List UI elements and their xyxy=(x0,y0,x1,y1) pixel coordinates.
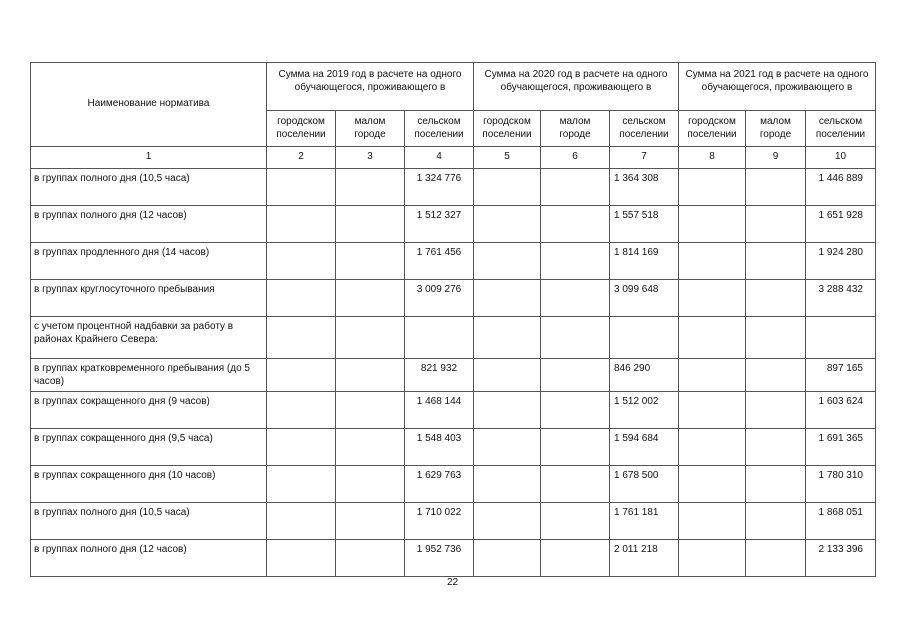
value-cell xyxy=(679,540,746,577)
value-cell xyxy=(336,392,405,429)
header-name-cell: Наименование норматива xyxy=(31,63,267,147)
value-cell xyxy=(336,429,405,466)
header-urban-2021: городском поселении xyxy=(679,111,746,147)
value-cell xyxy=(336,206,405,243)
value-cell xyxy=(474,243,541,280)
value-cell xyxy=(267,317,336,359)
value-cell xyxy=(541,540,610,577)
value-cell-2021-rural: 1 446 889 xyxy=(806,169,876,206)
column-number: 8 xyxy=(679,147,746,169)
norm-name-cell: в группах полного дня (12 часов) xyxy=(31,206,267,243)
page-number: 22 xyxy=(446,577,459,588)
value-cell xyxy=(541,359,610,392)
value-cell xyxy=(474,169,541,206)
value-cell xyxy=(267,540,336,577)
value-cell xyxy=(746,206,806,243)
value-cell xyxy=(679,317,746,359)
value-cell-2020-rural: 846 290 xyxy=(610,359,679,392)
table-row xyxy=(31,429,876,466)
value-cell xyxy=(541,280,610,317)
value-cell-2019-rural: 1 952 736 xyxy=(405,540,474,577)
norm-name-cell: в группах сокращенного дня (9 часов) xyxy=(31,392,267,429)
value-cell xyxy=(679,392,746,429)
value-cell xyxy=(267,392,336,429)
value-cell-2020-rural: 1 678 500 xyxy=(610,466,679,503)
table-row xyxy=(31,392,876,429)
value-cell xyxy=(336,466,405,503)
value-cell xyxy=(541,169,610,206)
value-cell xyxy=(746,466,806,503)
value-cell-2019-rural: 1 468 144 xyxy=(405,392,474,429)
value-cell xyxy=(336,503,405,540)
table-row xyxy=(31,359,876,392)
header-year-2021: Сумма на 2021 год в расчете на одного обучающегося, проживающего в xyxy=(679,63,876,111)
column-number: 10 xyxy=(806,147,876,169)
norm-name-cell: в группах полного дня (10,5 часа) xyxy=(31,169,267,206)
norm-name-cell: в группах сокращенного дня (10 часов) xyxy=(31,466,267,503)
value-cell xyxy=(541,503,610,540)
column-number: 5 xyxy=(474,147,541,169)
value-cell xyxy=(336,280,405,317)
value-cell xyxy=(267,243,336,280)
norm-name-cell: в группах кратковременного пребывания (до 5 часов) xyxy=(31,359,267,392)
header-row-years xyxy=(31,63,876,111)
value-cell xyxy=(679,206,746,243)
value-cell xyxy=(267,169,336,206)
norm-name-cell: в группах продленного дня (14 часов) xyxy=(31,243,267,280)
value-cell-2019-rural xyxy=(405,317,474,359)
table-row xyxy=(31,169,876,206)
value-cell xyxy=(746,243,806,280)
value-cell xyxy=(746,392,806,429)
value-cell-2021-rural: 1 691 365 xyxy=(806,429,876,466)
value-cell xyxy=(746,503,806,540)
norms-table xyxy=(30,62,876,577)
value-cell xyxy=(474,392,541,429)
column-number: 7 xyxy=(610,147,679,169)
value-cell xyxy=(336,359,405,392)
table-row xyxy=(31,317,876,359)
value-cell-2019-rural: 1 629 763 xyxy=(405,466,474,503)
column-number: 6 xyxy=(541,147,610,169)
header-year-2019: Сумма на 2019 год в расчете на одного обучающегося, проживающего в xyxy=(267,63,474,111)
table-row xyxy=(31,540,876,577)
value-cell xyxy=(474,429,541,466)
norm-name-cell: в группах сокращенного дня (9,5 часа) xyxy=(31,429,267,466)
column-numbers-row xyxy=(31,147,876,169)
value-cell xyxy=(474,359,541,392)
column-number: 1 xyxy=(31,147,267,169)
column-number: 3 xyxy=(336,147,405,169)
value-cell xyxy=(474,503,541,540)
header-rural-2020: сельском поселении xyxy=(610,111,679,147)
value-cell xyxy=(679,466,746,503)
value-cell xyxy=(541,466,610,503)
norm-name-cell: в группах полного дня (12 часов) xyxy=(31,540,267,577)
table-row xyxy=(31,280,876,317)
value-cell xyxy=(746,169,806,206)
header-smalltown-2020: малом городе xyxy=(541,111,610,147)
table-row xyxy=(31,503,876,540)
header-smalltown-2019: малом городе xyxy=(336,111,405,147)
value-cell xyxy=(267,359,336,392)
header-year-2020: Сумма на 2020 год в расчете на одного обучающегося, проживающего в xyxy=(474,63,679,111)
header-urban-2019: городском поселении xyxy=(267,111,336,147)
header-rural-2019: сельском поселении xyxy=(405,111,474,147)
norm-name-cell: в группах круглосуточного пребывания xyxy=(31,280,267,317)
value-cell xyxy=(746,280,806,317)
value-cell xyxy=(336,169,405,206)
value-cell xyxy=(474,466,541,503)
value-cell xyxy=(474,206,541,243)
value-cell xyxy=(336,317,405,359)
value-cell xyxy=(474,317,541,359)
norm-name-cell: в группах полного дня (10,5 часа) xyxy=(31,503,267,540)
value-cell-2021-rural: 1 780 310 xyxy=(806,466,876,503)
value-cell xyxy=(679,169,746,206)
value-cell-2021-rural xyxy=(806,317,876,359)
value-cell xyxy=(541,392,610,429)
value-cell xyxy=(746,359,806,392)
header-smalltown-2021: малом городе xyxy=(746,111,806,147)
value-cell xyxy=(541,317,610,359)
value-cell xyxy=(746,540,806,577)
column-number: 2 xyxy=(267,147,336,169)
value-cell-2019-rural: 1 324 776 xyxy=(405,169,474,206)
value-cell-2020-rural: 2 011 218 xyxy=(610,540,679,577)
table-row xyxy=(31,466,876,503)
value-cell-2019-rural: 1 512 327 xyxy=(405,206,474,243)
value-cell xyxy=(336,540,405,577)
value-cell-2020-rural: 1 761 181 xyxy=(610,503,679,540)
value-cell-2020-rural: 1 512 002 xyxy=(610,392,679,429)
value-cell-2020-rural: 1 557 518 xyxy=(610,206,679,243)
value-cell xyxy=(474,540,541,577)
column-number: 4 xyxy=(405,147,474,169)
value-cell-2020-rural: 1 364 308 xyxy=(610,169,679,206)
table-row xyxy=(31,243,876,280)
value-cell xyxy=(541,429,610,466)
value-cell xyxy=(541,243,610,280)
norm-name-cell: с учетом процентной надбавки за работу в районах Крайнего Севера: xyxy=(31,317,267,359)
value-cell-2021-rural: 1 651 928 xyxy=(806,206,876,243)
value-cell xyxy=(336,243,405,280)
value-cell-2020-rural xyxy=(610,317,679,359)
value-cell xyxy=(267,503,336,540)
value-cell xyxy=(679,243,746,280)
value-cell-2020-rural: 1 594 684 xyxy=(610,429,679,466)
value-cell xyxy=(679,503,746,540)
value-cell-2019-rural: 821 932 xyxy=(405,359,474,392)
value-cell-2020-rural: 1 814 169 xyxy=(610,243,679,280)
value-cell xyxy=(474,280,541,317)
value-cell xyxy=(267,280,336,317)
value-cell-2021-rural: 3 288 432 xyxy=(806,280,876,317)
value-cell-2019-rural: 1 710 022 xyxy=(405,503,474,540)
header-urban-2020: городском поселении xyxy=(474,111,541,147)
header-rural-2021: сельском поселении xyxy=(806,111,876,147)
value-cell-2021-rural: 1 924 280 xyxy=(806,243,876,280)
column-number: 9 xyxy=(746,147,806,169)
value-cell-2019-rural: 3 009 276 xyxy=(405,280,474,317)
value-cell-2020-rural: 3 099 648 xyxy=(610,280,679,317)
value-cell xyxy=(746,317,806,359)
value-cell-2021-rural: 897 165 xyxy=(806,359,876,392)
value-cell-2021-rural: 1 868 051 xyxy=(806,503,876,540)
value-cell xyxy=(746,429,806,466)
value-cell-2021-rural: 1 603 624 xyxy=(806,392,876,429)
value-cell xyxy=(679,359,746,392)
value-cell xyxy=(267,206,336,243)
value-cell xyxy=(541,206,610,243)
value-cell xyxy=(679,429,746,466)
value-cell-2021-rural: 2 133 396 xyxy=(806,540,876,577)
value-cell-2019-rural: 1 548 403 xyxy=(405,429,474,466)
value-cell xyxy=(679,280,746,317)
value-cell xyxy=(267,429,336,466)
value-cell xyxy=(267,466,336,503)
value-cell-2019-rural: 1 761 456 xyxy=(405,243,474,280)
table-row xyxy=(31,206,876,243)
